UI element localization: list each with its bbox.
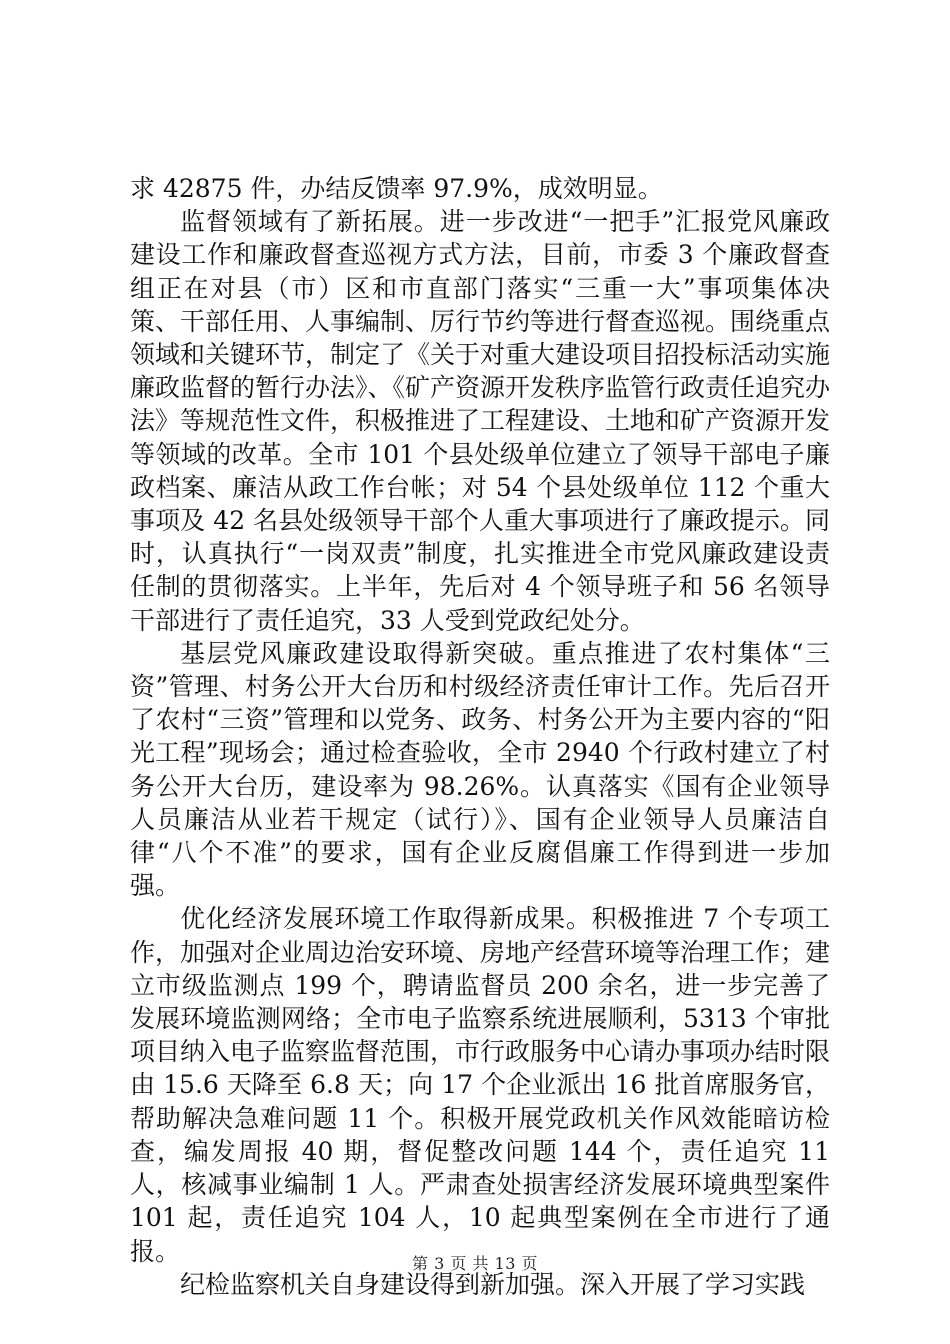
page-footer: 第 3 页 共 13 页 (412, 1254, 538, 1273)
paragraph-continuation: 求 42875 件，办结反馈率 97.9%，成效明显。 (130, 174, 663, 203)
paragraph-supervision: 监督领域有了新拓展。进一步改进“一把手”汇报党风廉政建设工作和廉政督查巡视方式方法，目前，市委 3 个廉政督查组正在对县（市）区和市直部门落实“三重一大”事项集体决策、干部任用、人事编制、厉行节约等进行督查巡视。围绕重点领域和关键环节，制定了《关于对重大建设项目招投标活动实施廉政监督的暂行办法》、《矿产资源开发秩序监管行政责任追究办法》等规范性文件，积极推进了工程建设、土地和矿产资源开发等领域的改革。全市 101 个县处级单位建立了领导干部电子廉政档案、廉洁从政工作台帐；对 54 个县处级单位 112 个重大事项及 42 名县处级领导干部个人重大事项进行了廉政提示。同时，认真执行“一岗双责”制度，扎实推进全市党风廉政建设责任制的贯彻落实。上半年，先后对 4 个领导班子和 56 名领导干部进行了责任追究，33 人受到党政纪处分。 (130, 207, 831, 635)
paragraph-self-building: 纪检监察机关自身建设得到新加强。深入开展了学习实践 (180, 1269, 806, 1299)
body-text (130, 172, 830, 1301)
paragraph-environment: 优化经济发展环境工作取得新成果。积极推进 7 个专项工作，加强对企业周边治安环境、房地产经营环境等治理工作；建立市级监测点 199 个，聘请监督员 200 余名，进一步完善了发展环境监测网络；全市电子监察系统进展顺利，5313 个审批项目纳入电子监察监督范围，市行政服务中心请办事项办结时限由 15.6 天降至 6.8 天；向 17 个企业派出 16 批首席服务官，帮助解决急难问题 11 个。积极开展党政机关作风效能暗访检查，编发周报 40 期，督促整改问题 144 个，责任追究 11 人，核减事业编制 1 人。严肃查处损害经济发展环境典型案件 101 起，责任追究 104 人，10 起典型案例在全市进行了通报。 (130, 904, 831, 1266)
paragraph-grassroots: 基层党风廉政建设取得新突破。重点推进了农村集体“三资”管理、村务公开大台历和村级经济责任审计工作。先后召开了农村“三资”管理和以党务、政务、村务公开为主要内容的“阳光工程”现场会；通过检查验收，全市 2940 个行政村建立了村务公开大台历，建设率为 98.26%。认真落实《国有企业领导人员廉洁从业若干规定（试行）》、国有企业领导人员廉洁自律“八个不准”的要求，国有企业反腐倡廉工作得到进一步加强。 (130, 638, 830, 901)
